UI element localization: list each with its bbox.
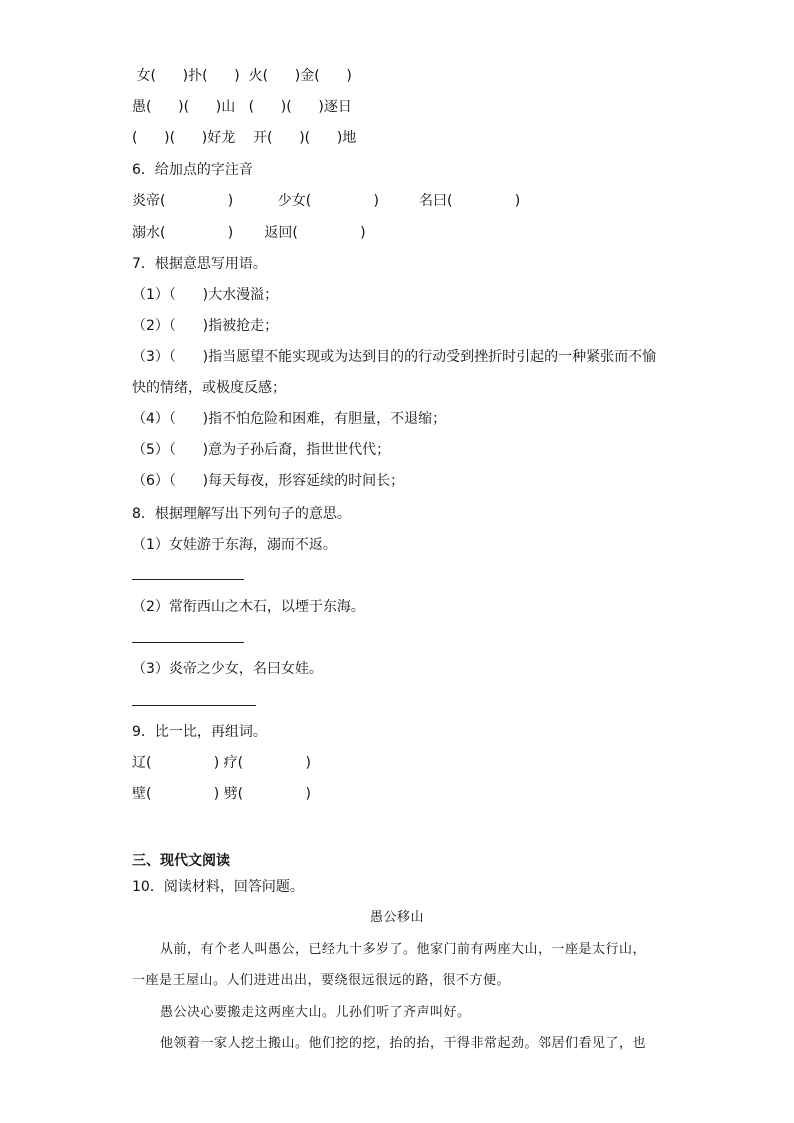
- section-title: 三、现代文阅读: [132, 853, 230, 869]
- answer-line-3[interactable]: [132, 705, 256, 706]
- q8-heading: 8．根据理解写出下列句子的意思。: [132, 506, 351, 522]
- story-title: 愚公移山: [369, 910, 424, 925]
- q9-row1: 辽( ) 疗( ): [132, 755, 311, 771]
- q5-row3: ( )( )好龙 开( )( )地: [132, 130, 357, 146]
- q6-row2: 溺水( ) 返回( ): [132, 225, 366, 241]
- q7-item-1: （1）（ )大水漫溢；: [132, 287, 279, 303]
- q9-row2: 壁( ) 劈( ): [132, 786, 311, 802]
- q8-item-1: （1）女娃游于东海，溺而不返。: [132, 537, 337, 553]
- story-line-3: 愚公决心要搬走这两座大山。儿孙们听了齐声叫好。: [160, 1005, 471, 1020]
- q10-heading: 10．阅读材料，回答问题。: [132, 879, 304, 895]
- q7-item-6: （6）（ )每天每夜，形容延续的时间长；: [132, 473, 405, 489]
- q6-heading: 6．给加点的字注音: [132, 162, 253, 178]
- q7-item-3: （3）（ )指当愿望不能实现或为达到目的的行动受到挫折时引起的一种紧张而不愉: [132, 349, 657, 365]
- q5-row1: 女( )扑( ) 火( )金( ): [132, 68, 352, 84]
- q7-item-2: （2）（ )指被抢走；: [132, 318, 279, 334]
- answer-line-2[interactable]: [132, 642, 244, 643]
- q7-heading: 7．根据意思写用语。: [132, 256, 267, 272]
- story-line-2: 一座是王屋山。人们进进出出，要绕很远很远的路，很不方便。: [132, 973, 511, 988]
- q8-item-2: （2）常衔西山之木石，以堙于东海。: [132, 599, 365, 615]
- q7-item-5: （5）（ )意为子孙后裔，指世世代代；: [132, 442, 391, 458]
- q9-heading: 9．比一比，再组词。: [132, 724, 267, 740]
- answer-line-1[interactable]: [132, 579, 244, 580]
- q7-item-4: （4）（ )指不怕危险和困难，有胆量，不退缩；: [132, 411, 447, 427]
- q6-row1: 炎帝( ) 少女( ) 名曰( ): [132, 193, 521, 209]
- q7-item-3-cont: 快的情绪，或极度反感；: [132, 380, 286, 396]
- story-line-1: 从前，有个老人叫愚公，已经九十多岁了。他家门前有两座大山，一座是太行山，: [160, 942, 647, 957]
- q5-row2: 愚( )( )山 ( )( )逐日: [132, 99, 352, 115]
- story-line-4: 他领着一家人挖土搬山。他们挖的挖，抬的抬，干得非常起劲。邻居们看见了，也: [160, 1036, 647, 1051]
- q8-item-3: （3）炎帝之少女，名曰女娃。: [132, 661, 323, 677]
